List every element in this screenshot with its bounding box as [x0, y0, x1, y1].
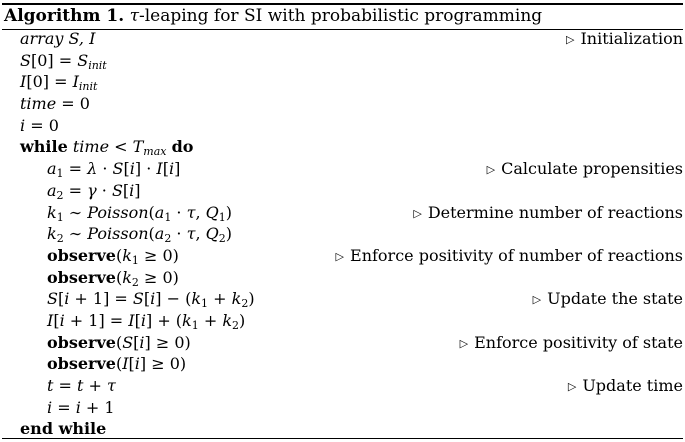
line-16	[0, 353, 685, 375]
line-3	[0, 71, 685, 93]
line-8	[0, 180, 685, 202]
line-2	[0, 50, 685, 72]
comment-marker-icon: ▷	[335, 249, 345, 263]
comment-marker-icon: ▷	[413, 206, 422, 220]
statement-observe-s: observe(S[i] ≥ 0)	[47, 332, 191, 352]
comment-enforce-state: ▷ Enforce positivity of state	[460, 332, 683, 356]
statement-end-while: end while	[20, 419, 107, 439]
line-1	[0, 28, 685, 50]
line-4	[0, 93, 685, 115]
algorithm-lines	[0, 28, 685, 440]
algorithm-label: Algorithm 1.	[4, 6, 125, 26]
comment-reactions: ▷ Determine number of reactions	[413, 202, 683, 226]
comment-update-state: ▷ Update the state	[533, 288, 683, 312]
statement-a1: $a_1 = \lambda \cdot S[i] \cdot I[i]$	[47, 159, 181, 181]
statement-observe-k1: $observe(k_1 \ge 0)$	[47, 245, 179, 267]
line-7	[0, 158, 685, 180]
statement-time-init: time = 0	[20, 94, 90, 114]
line-11	[0, 245, 685, 267]
comment-propensities: ▷ Calculate propensities	[487, 158, 683, 182]
line-19	[0, 418, 685, 440]
statement-update-i: $I[i + 1] = I[i] + (k_1 + k_2)$	[47, 310, 246, 332]
comment-initialization: ▷ Initialization	[566, 28, 683, 52]
comment-update-time: ▷ Update time	[568, 375, 683, 399]
comment-marker-icon: ▷	[459, 336, 469, 350]
statement-while: while time < $T_{max}$ do	[20, 137, 194, 159]
comment-enforce-reactions: ▷ Enforce positivity of number of reactions	[336, 245, 683, 269]
statement-k1: $k_1$ ∼ $Poisson(a_1 \cdot \tau$, $Q_1$)	[47, 202, 232, 224]
statement-index-init: i = 0	[20, 115, 59, 135]
line-17	[0, 375, 685, 397]
line-6	[0, 136, 685, 158]
algorithm-caption	[4, 5, 542, 27]
line-14	[0, 310, 685, 332]
algorithm-title: -leaping for SI with probabilistic programming	[138, 6, 543, 26]
statement-observe-i: observe(I[i] ≥ 0)	[47, 354, 187, 374]
line-9	[0, 202, 685, 224]
line-18	[0, 397, 685, 419]
statement-array-decl: array S, I	[20, 29, 96, 48]
statement-observe-k2: $observe(k_2 \ge 0)$	[47, 267, 179, 289]
comment-marker-icon: ▷	[532, 293, 542, 307]
tau-symbol: τ	[129, 6, 139, 26]
bottom-rule	[2, 438, 683, 439]
comment-marker-icon: ▷	[567, 380, 577, 393]
statement-update-t: t = t + τ	[47, 376, 116, 395]
statement-s-init: $S[0] = S_{init}$	[20, 50, 107, 72]
statement-update-s: $S[i + 1] = S[i] - (k_1 + k_2)$	[47, 289, 255, 311]
line-13	[0, 288, 685, 310]
comment-marker-icon: ▷	[486, 163, 496, 177]
line-15	[0, 332, 685, 354]
statement-a2: $a_2 = \gamma \cdot S[i]$	[47, 180, 141, 202]
line-5	[0, 115, 685, 137]
statement-i-init: $I[0] = I_{init}$	[20, 72, 98, 94]
line-12	[0, 267, 685, 289]
statement-k2: $k_2$ ∼ $Poisson(a_2 \cdot \tau$, $Q_2$)	[47, 224, 232, 246]
line-10	[0, 223, 685, 245]
statement-increment-i: i = i + 1	[47, 397, 115, 417]
comment-marker-icon: ▷	[566, 33, 575, 46]
